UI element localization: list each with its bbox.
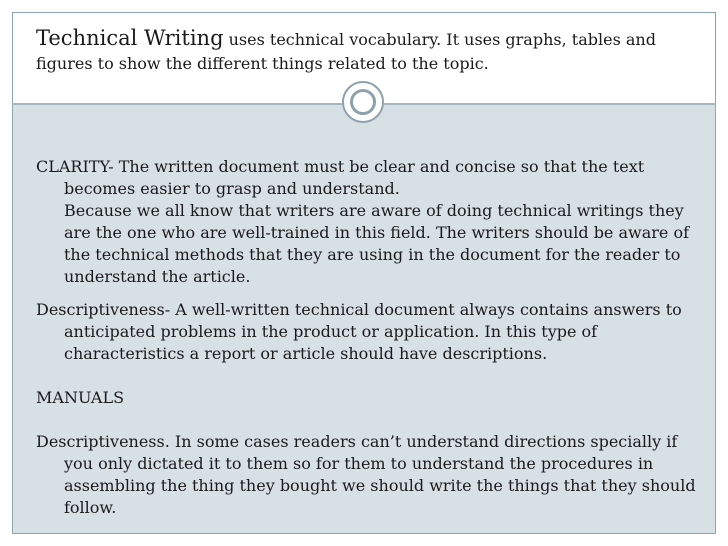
clarity-continuation: Because we all know that writers are aware of doing technical writings they are the one who are well-trained in this field. The writers should be aware of the technical methods that they are using in the document for the reader to understand the article. (64, 201, 690, 286)
clarity-paragraph (36, 156, 708, 288)
ring-ornament-icon (342, 81, 384, 123)
title-rest: uses technical vocabulary. It uses graphs, tables and figures to show the different things related to the topic. (36, 30, 656, 73)
descriptiveness-paragraph: Descriptiveness- A well-written technical document always contains answers to anticipated problems in the product or application. In this type of characteristics a report or article should have descriptions. (36, 300, 682, 363)
manuals-heading: MANUALS (36, 388, 125, 407)
clarity-text: CLARITY- The written document must be clear and concise so that the text becomes easier to grasp and understand. (36, 157, 645, 198)
slide-title (36, 26, 686, 76)
descriptiveness-manuals-paragraph: Descriptiveness. In some cases readers can’t understand directions specially if you only dictated it to them so for them to understand the procedures in assembling the thing they bought we should write the things that they should follow. (36, 432, 696, 517)
title-lead: Technical Writing (36, 26, 224, 50)
